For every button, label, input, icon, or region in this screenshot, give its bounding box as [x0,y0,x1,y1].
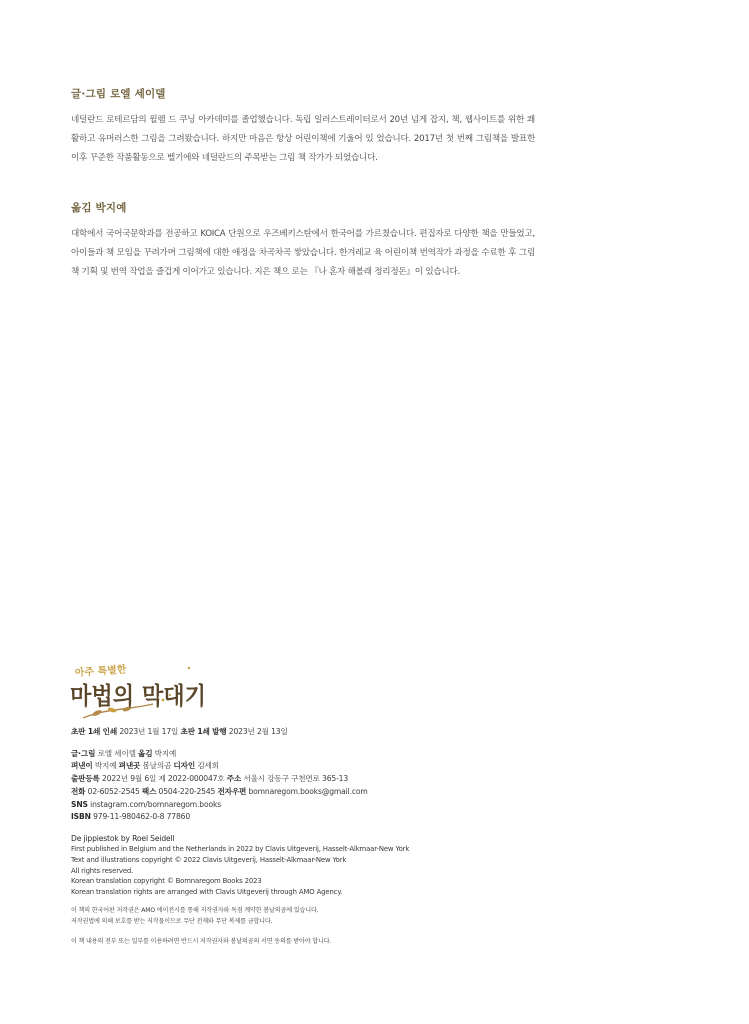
credit-value: bomnaregom.books@gmail.com [248,786,368,796]
colophon [71,726,531,947]
logo-subtitle: 아주 특별한 [74,664,127,679]
credit-label: 출판등록 [71,774,100,784]
copyright-line: Text and illustrations copyright © 2022 Clavis Uitgeverij, Hasselt-Alkmaar-New York [71,856,347,865]
credit-value: 02-6052-2545 [87,786,140,796]
credit-value: 0504-220-2545 [158,786,216,796]
bio-line: 대학에서 국어국문학과를 전공하고 KOICA 단원으로 우즈베키스탄에서 한국어를 가르쳤습니다. 편집자로 [71,229,452,239]
credit-value: 서울시 강동구 구천면로 365-13 [243,774,349,784]
book-title-logo [67,660,217,724]
credit-value: 2022년 9월 6일 제 2022-000047호 [102,774,225,784]
credit-label: 전화 [71,786,86,796]
credit-line [71,811,531,824]
credit-label: ISBN [71,812,91,822]
edition-line [71,726,531,739]
copyright-notes [71,906,531,947]
bio-line: 육 어린이책 번역작가 과정을 수료한 후 그림책 기획 및 번역 작업을 즐겁게 이어가고 있습니다. 지은 책으 [71,247,536,277]
copyright-note: 저작권법에 의해 보호를 받는 저작물이므로 무단 전재와 무단 복제를 금합니다. [71,917,273,925]
credit-value: 박지예 [154,748,177,758]
translator-bio-text [71,225,535,281]
credit-line [71,748,531,761]
author-bio [71,86,535,167]
bio-line: 책, 웹사이트를 위한 쾌활하고 유머러스한 그림을 그려왔습니다. 하지만 마음은 항상 어린이책에 기울어 있 [71,115,535,144]
copyright-line: Korean translation rights are arranged with Clavis Uitgeverij through AMO Agency. [71,887,343,896]
edition-value: 2023년 1월 17일 [119,727,179,736]
credit-line [71,773,531,786]
edition-value: 2023년 2월 13일 [228,727,288,736]
bio-line: 다양한 책을 만들었고, 아이들과 책 모임을 꾸려가며 그림책에 대한 애정을 차곡차곡 쌓았습니다. 한겨레교 [71,229,536,258]
credit-label: 디자인 [173,761,196,771]
copyright-line: All rights reserved. [71,866,134,875]
credit-label: SNS [71,799,88,809]
credit-label: 펴낸이 [71,761,93,771]
credit-value: 김세희 [197,761,219,771]
author-bio-text [71,111,535,167]
edition-label: 초판 1쇄 인쇄 [71,727,118,736]
credit-value: 979-11-980462-0-8 77860 [93,812,190,822]
copyright-line: Korean translation copyright © Bomnaregom Books 2023 [71,877,262,886]
original-title: De jippiestok by Roel Seidell [71,833,175,843]
usage-note: 이 책 내용의 전부 또는 일부를 이용하려면 반드시 저작권자와 봄날의곰의 서면 동의를 받아야 합니다. [71,937,332,945]
bio-line: 로는 『나 혼자 해볼래 정리정돈』이 있습니다. [291,266,461,277]
credit-line [71,799,531,812]
author-heading: 글·그림 로엘 세이델 [71,88,166,100]
credit-label: 옮김 [138,748,153,758]
edition-label: 초판 1쇄 발행 [180,727,227,736]
credit-value: instagram.com/bomnaregom.books [90,799,222,809]
credit-label: 팩스 [141,786,157,796]
copyright-line: First published in Belgium and the Netherlands in 2022 by Clavis Uitgeverij, Hasselt-Alkmaar-New York [71,845,410,854]
bio-line: 었습니다. 2017년 첫 번째 그림책을 발표한 이후 꾸준한 작품활동으로 벨기에와 네덜란드의 주목받는 그림 [71,133,535,163]
credit-value: 로엘 세이델 [97,748,136,758]
english-copyright [71,833,531,897]
credit-line [71,760,531,773]
translator-bio [71,200,535,281]
credit-label: 주소 [226,774,242,784]
bio-line: 책 작가가 되었습니다. [297,152,378,163]
credit-label: 전자우편 [217,786,247,796]
bio-line: 네덜란드 로테르담의 윌렘 드 쿠닝 아카데미를 졸업했습니다. 독립 일러스트레이터로서 20년 넘게 잡지, [71,115,449,125]
credit-line [71,786,531,799]
credit-label: 펴낸곳 [118,761,141,771]
copyright-note: 이 책의 한국어판 저작권은 AMO 에이전시를 통해 저작권자와 독점 계약한 봄날의곰에 있습니다. [71,907,319,915]
credit-value: 박지예 [94,761,117,771]
translator-heading: 옮김 박지예 [71,202,127,214]
logo-title: 마법의 막대기 [70,682,206,710]
credit-value: 봄날의곰 [142,761,172,771]
credit-label: 글·그림 [71,748,96,758]
